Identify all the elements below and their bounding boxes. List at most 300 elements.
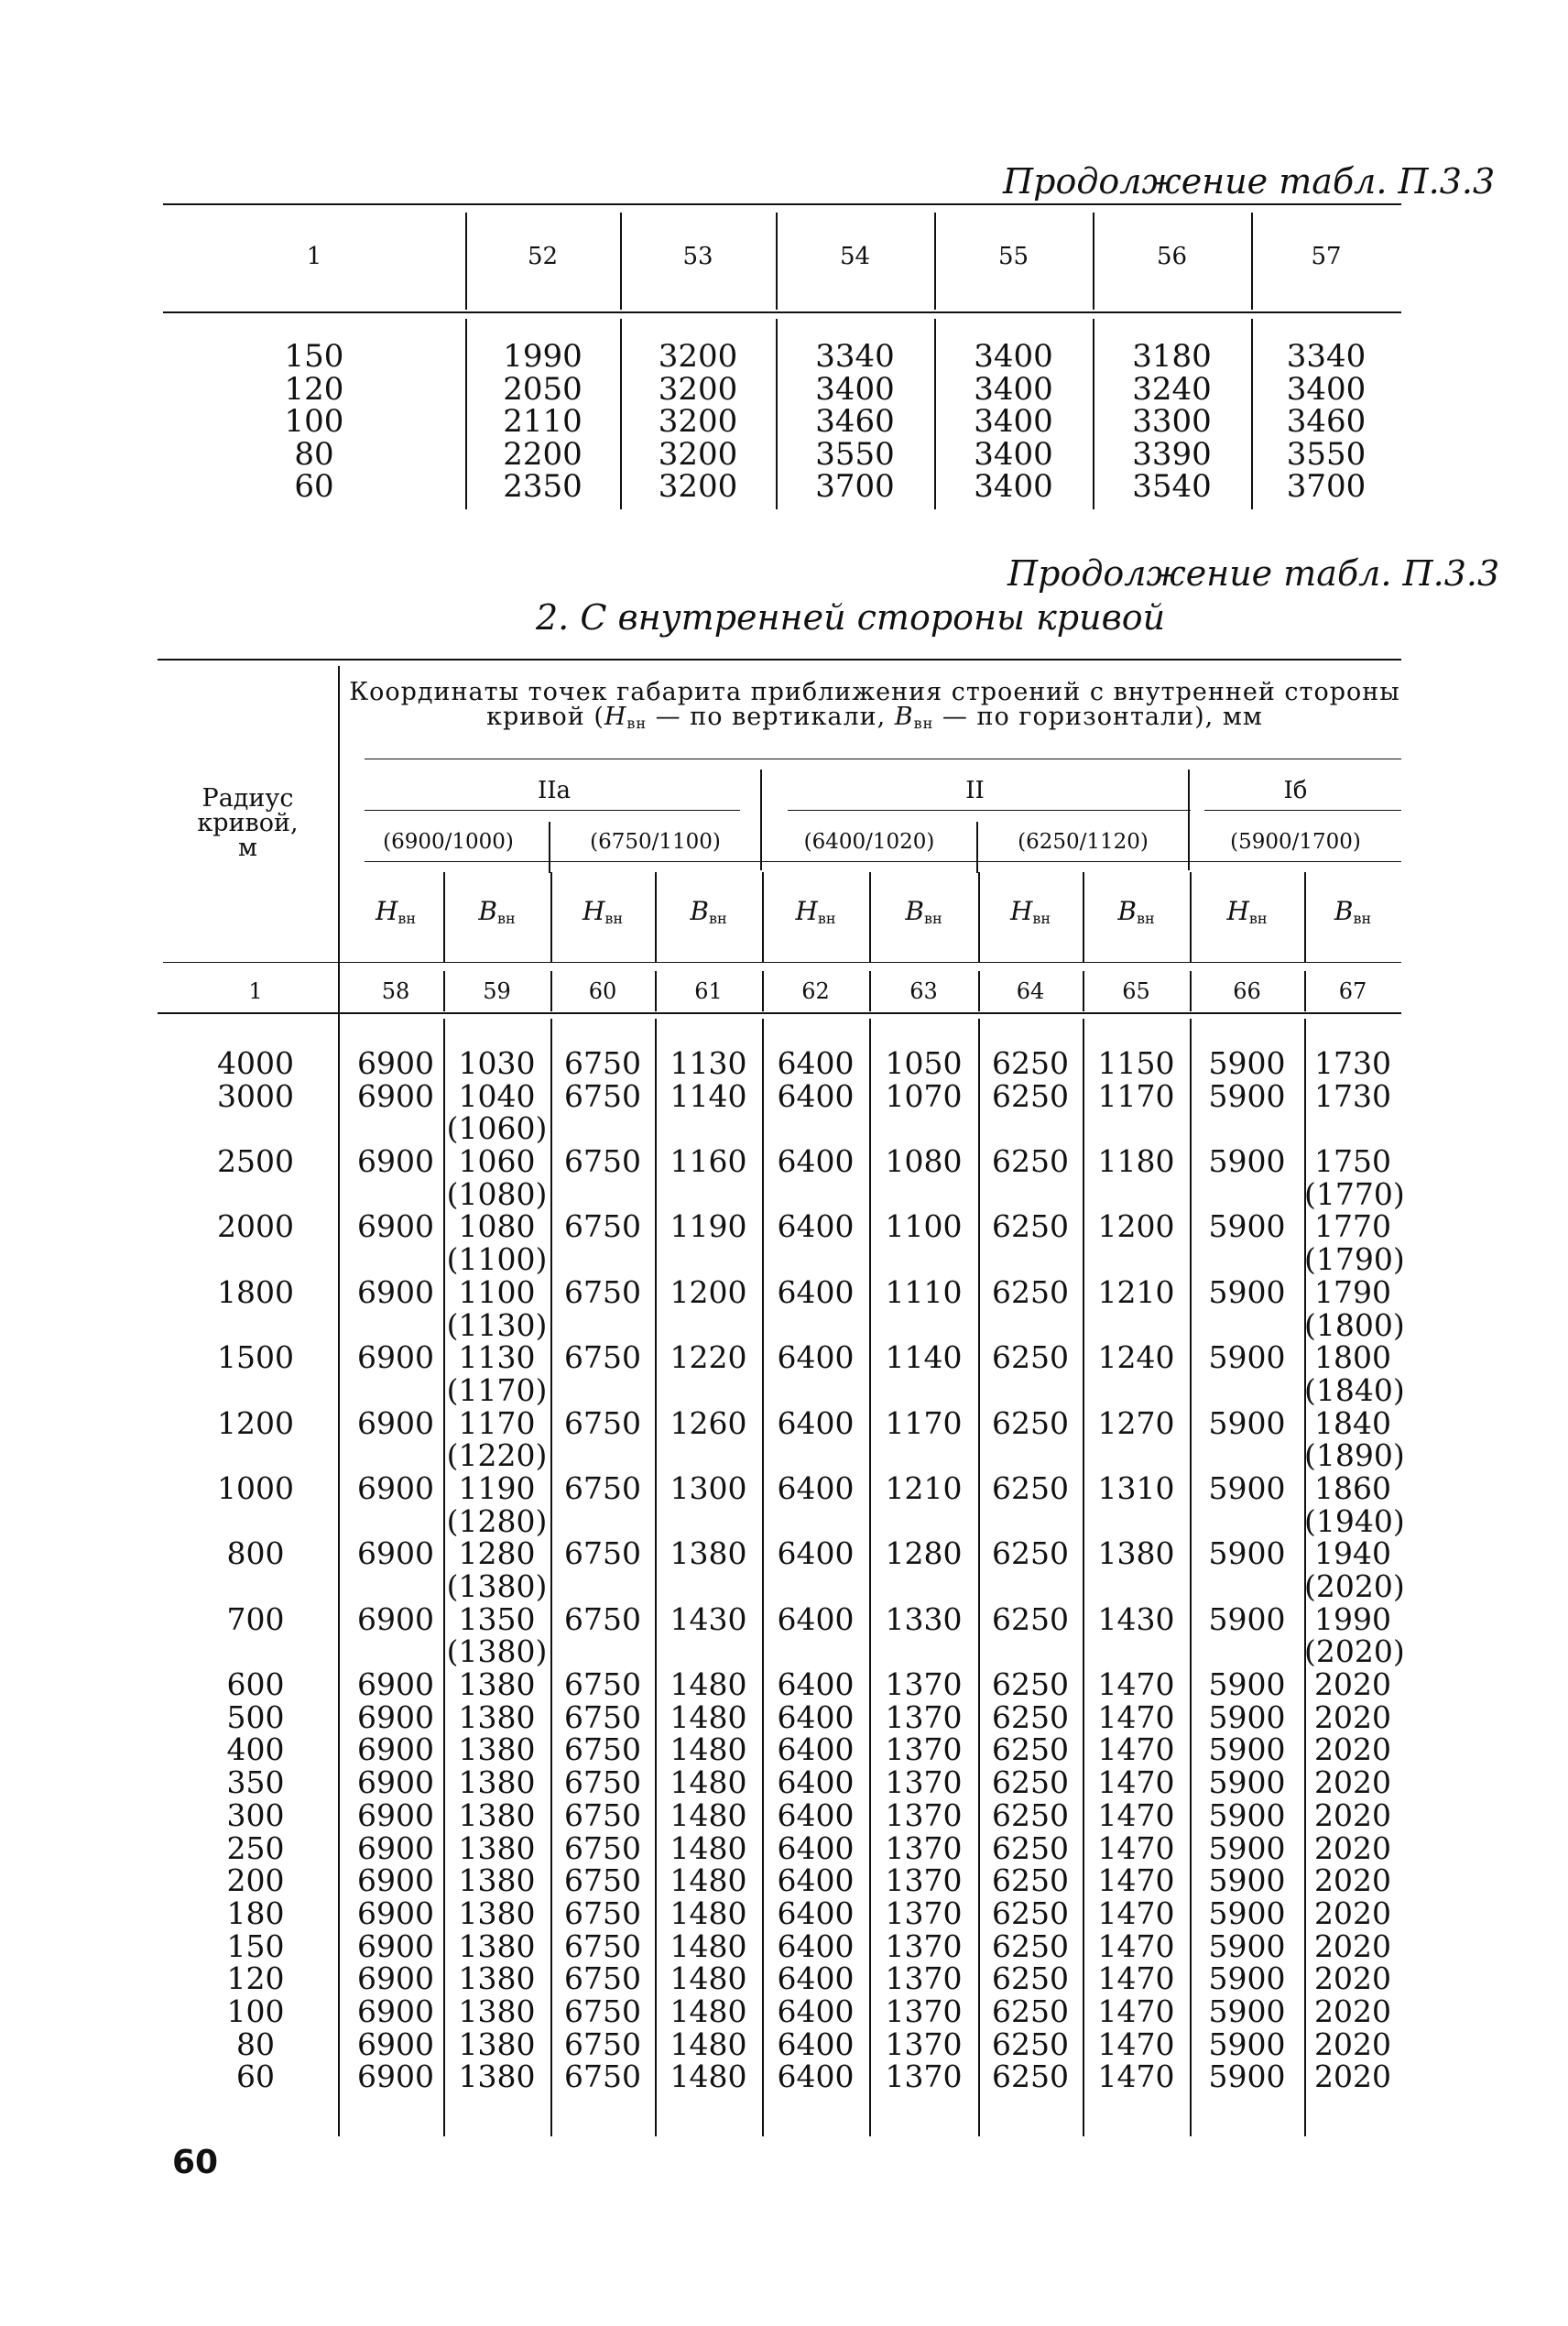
table2-cell: 1210: [1097, 1273, 1175, 1310]
table2-cell: 1200: [670, 1273, 747, 1310]
table2-cell: [1190, 1309, 1304, 1342]
table1-col-header: 57: [1311, 243, 1342, 270]
table1-cell: 3460: [1286, 403, 1367, 440]
table2-radius-cell: 300: [226, 1796, 285, 1833]
table2-cell: 1730: [1314, 1077, 1391, 1114]
table2-radius-cell: 1000: [217, 1469, 294, 1506]
table1-cell: 3400: [974, 338, 1053, 375]
table2-cell: (1800): [1304, 1306, 1405, 1343]
table2-radius-cell: [163, 1635, 348, 1668]
table2-title-line1: Координаты точек габарита приближения строений с внутренней стороны: [349, 678, 1400, 706]
table2-cell: 6900: [357, 1862, 434, 1899]
table1-cell: 3200: [658, 370, 738, 408]
table2-cell: 5900: [1208, 1993, 1286, 2029]
table2-cell: 6900: [357, 1535, 434, 1572]
table2-radius-cell: 2500: [217, 1143, 294, 1180]
table2-cell: 5900: [1208, 1208, 1286, 1245]
table1-radius-cell: 60: [294, 468, 334, 505]
table2-cell: (1220): [446, 1437, 548, 1474]
table2-cell: 1470: [1097, 1666, 1175, 1703]
table2-col-number: 65: [1122, 978, 1150, 1004]
table2-cell: [762, 1570, 869, 1603]
radius-label-1: Радиус: [201, 784, 294, 813]
table2-cell: 1170: [458, 1404, 536, 1441]
table2-cell: 1190: [670, 1208, 747, 1245]
table1-column: [465, 338, 620, 505]
h-vn-header: $H_{вн}$: [1009, 896, 1051, 927]
table2-cell: 6250: [992, 2026, 1069, 2062]
table2-cell: 6400: [777, 1535, 855, 1572]
table2-cell: 1370: [885, 1731, 963, 1768]
table2-cell: 1480: [670, 1731, 747, 1768]
table2-cell: 2020: [1314, 2058, 1391, 2095]
table2-caption: Продолжение табл. П.3.3: [1007, 553, 1500, 594]
table1-cell: 3540: [1132, 468, 1212, 505]
table2-radius-cell: [163, 1570, 348, 1603]
table2-cell: 1370: [885, 1796, 963, 1833]
group-IIa: IIа: [537, 777, 572, 804]
table2-cell: 6400: [777, 1666, 855, 1703]
table1-cell: 3400: [974, 403, 1053, 440]
table2-cell: 1180: [1097, 1143, 1175, 1180]
table2-cell: [978, 1178, 1083, 1211]
table2-cell: 6400: [777, 1895, 855, 1931]
table2-cell: [1083, 1309, 1190, 1342]
table2-cell: [550, 1178, 655, 1211]
table1-cell: 3400: [974, 435, 1053, 473]
table2-cell: 5900: [1208, 1535, 1286, 1572]
table2-cell: [655, 1570, 762, 1603]
table2-cell: 6900: [357, 1698, 434, 1735]
table2-cell: [1190, 1439, 1304, 1472]
table1-col-header: 54: [839, 243, 871, 270]
table1-cell: 3200: [658, 403, 738, 440]
table2-cell: [762, 1112, 869, 1145]
table2-cell: [762, 1243, 869, 1276]
table2-cell: 1110: [885, 1273, 963, 1310]
table2-cell: 5900: [1208, 1666, 1286, 1703]
table2-cell: 1280: [458, 1535, 536, 1572]
table2-cell: 6400: [777, 1273, 855, 1310]
table2-cell: 6750: [564, 1143, 641, 1180]
table2-cell: 6900: [357, 1666, 434, 1703]
table2-cell: 6750: [564, 1600, 641, 1637]
table2-cell: 6750: [564, 2058, 641, 2095]
table2-cell: [1190, 1505, 1304, 1538]
table2-cell: 1470: [1097, 2058, 1175, 2095]
table2-cell: 1470: [1097, 1927, 1175, 1964]
b-vn-header: $B_{вн}$: [690, 896, 727, 927]
table2-cell: 6750: [564, 1273, 641, 1310]
table2-cell: [869, 1439, 978, 1472]
radius-label-3: м: [237, 834, 257, 862]
table2-cell: 1480: [670, 1666, 747, 1703]
b-vn-header: $B_{вн}$: [478, 896, 516, 927]
table2-radius-cell: 700: [226, 1600, 285, 1637]
table2-cell: 1380: [458, 1862, 536, 1899]
table2-cell: [762, 1439, 869, 1472]
table2-radius-cell: 800: [226, 1535, 285, 1572]
table2-cell: 6250: [992, 1731, 1069, 1768]
table2-cell: 2020: [1314, 1698, 1391, 1735]
table2-cell: 1380: [458, 1895, 536, 1931]
table2-cell: 1380: [458, 1829, 536, 1866]
table2-cell: (1790): [1304, 1241, 1405, 1278]
table2-cell: 1380: [458, 1698, 536, 1735]
table2-cell: (1060): [446, 1110, 548, 1147]
table2-cell: 2020: [1314, 2026, 1391, 2062]
table2-cell: 1170: [1097, 1077, 1175, 1114]
table2-cell: (1770): [1304, 1175, 1405, 1212]
table2-cell: [655, 1374, 762, 1407]
table2-col-number: 1: [248, 978, 263, 1004]
table2-cell: 6400: [777, 1993, 855, 2029]
table1-cell: 3400: [974, 370, 1053, 408]
table2-cell: 1480: [670, 2058, 747, 2095]
table2-cell: 6750: [564, 1895, 641, 1931]
table2-cell: 1280: [885, 1535, 963, 1572]
table2-cell: 6400: [777, 1469, 855, 1506]
table2-cell: 1370: [885, 1960, 963, 1997]
table2-col-number: 60: [588, 978, 617, 1004]
table2-cell: 1160: [670, 1143, 747, 1180]
table2-cell: 1380: [458, 1764, 536, 1801]
table2-cell: 1940: [1314, 1535, 1391, 1572]
table2-cell: [1190, 1570, 1304, 1603]
table2-cell: 1370: [885, 1829, 963, 1866]
table2-cell: 1370: [885, 1993, 963, 2029]
table2-cell: 1370: [885, 2058, 963, 2095]
table2-cell: 2020: [1314, 1993, 1391, 2029]
b-vn-header: $B_{вн}$: [1334, 896, 1372, 927]
table2-cell: 6900: [357, 1143, 434, 1180]
table2-cell: 1370: [885, 1764, 963, 1801]
table2-cell: [1083, 1635, 1190, 1668]
table1-col-header: 55: [997, 243, 1029, 270]
table2-cell: [869, 1178, 978, 1211]
table2-cell: [762, 1178, 869, 1211]
table2-column: [1083, 1047, 1190, 2093]
table2-cell: 6250: [992, 1666, 1069, 1703]
table2-cell: 1470: [1097, 1698, 1175, 1735]
table2-cell: 1470: [1097, 1764, 1175, 1801]
table2-cell: 6900: [357, 1796, 434, 1833]
table2-cell: 6250: [992, 1404, 1069, 1441]
table1-cell: 3240: [1132, 370, 1212, 408]
table2-cell: [869, 1243, 978, 1276]
table2-radius-cell: 400: [226, 1731, 285, 1768]
table2-cell: [978, 1635, 1083, 1668]
table2-cell: 1730: [1314, 1045, 1391, 1081]
table2-cell: [348, 1243, 443, 1276]
table2-cell: 1070: [885, 1077, 963, 1114]
table2-cell: 6750: [564, 1796, 641, 1833]
table2-cell: 1370: [885, 1862, 963, 1899]
table2-cell: 5900: [1208, 1796, 1286, 1833]
table2-cell: 6900: [357, 1077, 434, 1114]
table2-cell: [1190, 1178, 1304, 1211]
table2-cell: [550, 1439, 655, 1472]
table1-cell: 3550: [1286, 435, 1367, 473]
table1-cell: 3400: [974, 468, 1053, 505]
page-number: 60: [172, 2144, 219, 2181]
table2-top-rule: [158, 659, 1401, 661]
table2-cell: 6900: [357, 2058, 434, 2095]
table2-cell: 2020: [1314, 1895, 1391, 1931]
table2-cell: [869, 1635, 978, 1668]
table2-cell: 6400: [777, 1731, 855, 1768]
table2-radius-cell: [163, 1112, 348, 1145]
table2-cell: 6750: [564, 1077, 641, 1114]
group-Ib: Iб: [1283, 777, 1308, 804]
table2-cell: 5900: [1208, 1829, 1286, 1866]
subgroup-2: (6750/1100): [590, 830, 721, 854]
table1-column: [620, 338, 776, 505]
table1-cell: 1990: [503, 338, 583, 375]
table2-col-number: 63: [909, 978, 938, 1004]
table1-cell: 3300: [1132, 403, 1212, 440]
table2-cell: 1370: [885, 1698, 963, 1735]
table2-cell: 5900: [1208, 1143, 1286, 1180]
table2-cell: 1380: [1097, 1535, 1175, 1572]
table2-cell: [550, 1505, 655, 1538]
table1-cell: 3200: [658, 468, 738, 505]
table2-cell: [550, 1309, 655, 1342]
table2-radius-cell: 120: [226, 1960, 285, 1997]
table2-cell: 1370: [885, 1666, 963, 1703]
table2-cell: 5900: [1208, 1077, 1286, 1114]
table2-col-number: 59: [483, 978, 511, 1004]
table2-cell: [869, 1374, 978, 1407]
radius-label-2: кривой,: [197, 809, 299, 837]
table2-radius-cell: 200: [226, 1862, 285, 1899]
table2-cell: 1140: [885, 1339, 963, 1376]
table2-radius-cell: [163, 1178, 348, 1211]
table2-cell: 6750: [564, 1208, 641, 1245]
table2-cell: 1380: [458, 1796, 536, 1833]
table1-column: [776, 338, 934, 505]
table2-cell: 1210: [885, 1469, 963, 1506]
table2-cell: 2020: [1314, 1960, 1391, 1997]
table2-cell: [348, 1178, 443, 1211]
table2-cell: 1380: [458, 1927, 536, 1964]
table2-cell: (1100): [446, 1241, 548, 1278]
table2-radius-cell: 1500: [217, 1339, 294, 1376]
table2-cell: 5900: [1208, 1960, 1286, 1997]
table2-cell: 2020: [1314, 1829, 1391, 1866]
table2-cell: 6750: [564, 1469, 641, 1506]
table2-cell: 1350: [458, 1600, 536, 1637]
table2-cell: [762, 1309, 869, 1342]
h-vn-header: $H_{вн}$: [375, 896, 417, 927]
table2-cell: 1080: [885, 1143, 963, 1180]
table2-cell: 5900: [1208, 1600, 1286, 1637]
table2-cell: (2020): [1304, 1633, 1405, 1670]
table2-cell: 6400: [777, 1339, 855, 1376]
table2-cell: 2020: [1314, 1796, 1391, 1833]
table2-radius-cell: 100: [226, 1993, 285, 2029]
table2-cell: [655, 1112, 762, 1145]
table2-column: [348, 1047, 443, 2093]
table2-radius-cell: 4000: [217, 1045, 294, 1081]
table2-cell: 6400: [777, 1045, 855, 1081]
table2-cell: [978, 1505, 1083, 1538]
table2-cell: 6400: [777, 1404, 855, 1441]
table1-cell: 2200: [503, 435, 583, 473]
table2-radius-cell: [163, 1439, 348, 1472]
table2-cell: [348, 1112, 443, 1145]
table2-cell: 1220: [670, 1339, 747, 1376]
table2-cell: 6900: [357, 2026, 434, 2062]
table1-column: [163, 338, 465, 505]
table2-cell: 6750: [564, 1829, 641, 1866]
table2-cell: 1030: [458, 1045, 536, 1081]
table2-cell: 6250: [992, 1829, 1069, 1866]
table2-cell: 1190: [458, 1469, 536, 1506]
table2-cell: 1480: [670, 1698, 747, 1735]
table2-cell: 2020: [1314, 1764, 1391, 1801]
table1-column: [1093, 338, 1251, 505]
table2-cell: 1800: [1314, 1339, 1391, 1376]
table2-cell: 1310: [1097, 1469, 1175, 1506]
table1-top-rule: [163, 203, 1401, 205]
table2-col-number: 66: [1233, 978, 1261, 1004]
table1-cell: 2050: [503, 370, 583, 408]
table2-radius-cell: 60: [236, 2058, 275, 2095]
table2-column: [655, 1047, 762, 2093]
table2-cell: 6250: [992, 1469, 1069, 1506]
table2-cell: (1940): [1304, 1502, 1405, 1539]
table2-cell: 5900: [1208, 1731, 1286, 1768]
subgroup-4: (6250/1120): [1018, 830, 1149, 854]
table2-cell: 6250: [992, 1895, 1069, 1931]
table1-cell: 3400: [815, 370, 895, 408]
table2-cell: 1430: [670, 1600, 747, 1637]
table2-cell: 1380: [458, 1960, 536, 1997]
table2-cell: 6900: [357, 1273, 434, 1310]
table1-caption: Продолжение табл. П.3.3: [1003, 161, 1496, 202]
table2-cell: 1480: [670, 1895, 747, 1931]
table2-cell: 5900: [1208, 1339, 1286, 1376]
table2-cell: 6250: [992, 1796, 1069, 1833]
table2-cell: [550, 1374, 655, 1407]
table2-cell: 6750: [564, 1764, 641, 1801]
table2-cell: [1190, 1112, 1304, 1145]
table2-cell: 6900: [357, 1404, 434, 1441]
table2-cell: 6250: [992, 1600, 1069, 1637]
table2-subtitle: 2. С внутренней стороны кривой: [536, 597, 1166, 638]
table2-cell: 6900: [357, 1731, 434, 1768]
table2-cell: 1470: [1097, 1993, 1175, 2029]
table2-cell: 6750: [564, 2026, 641, 2062]
table2-cell: 6250: [992, 1208, 1069, 1245]
table2-cell: [655, 1309, 762, 1342]
table2-column: [550, 1047, 655, 2093]
table2-cell: 1470: [1097, 1796, 1175, 1833]
table2-radius-cell: [163, 1505, 348, 1538]
table1-col-header: 52: [527, 243, 559, 270]
table2-radius-cell: 350: [226, 1764, 285, 1801]
table2-cell: (1170): [446, 1371, 548, 1408]
table2-cell: [1190, 1374, 1304, 1407]
table2-cell: 6400: [777, 2058, 855, 2095]
table2-cell: 1470: [1097, 1960, 1175, 1997]
table1-column: [934, 338, 1093, 505]
table1-cell: 3700: [1286, 468, 1367, 505]
table2-cell: 6750: [564, 1535, 641, 1572]
table2-column: [1304, 1045, 1405, 2095]
table2-cell: 6750: [564, 1698, 641, 1735]
table2-cell: (2020): [1304, 1568, 1405, 1604]
table2-cell: 6400: [777, 1960, 855, 1997]
table2-cell: 6250: [992, 1535, 1069, 1572]
table2-col-number: 61: [694, 978, 723, 1004]
table2-cell: [869, 1112, 978, 1145]
table2-cell: 6900: [357, 1339, 434, 1376]
table2-cell: 6400: [777, 1143, 855, 1180]
table2-cell: 6750: [564, 1339, 641, 1376]
table2-cell: 1470: [1097, 1895, 1175, 1931]
table2-cell: 6900: [357, 1600, 434, 1637]
radius-header: [163, 786, 332, 860]
table2-cell: [348, 1505, 443, 1538]
table2-cell: 1080: [458, 1208, 536, 1245]
b-vn-header: $B_{вн}$: [905, 896, 942, 927]
table2-cell: 1480: [670, 1796, 747, 1833]
table2-cell: 1480: [670, 1927, 747, 1964]
table2-cell: [348, 1309, 443, 1342]
table2-cell: [1304, 1112, 1401, 1145]
table2-cell: 5900: [1208, 1895, 1286, 1931]
table2-cell: 5900: [1208, 1764, 1286, 1801]
table2-cell: 1470: [1097, 1829, 1175, 1866]
table2-cell: (1080): [446, 1175, 548, 1212]
table2-cell: 6250: [992, 1339, 1069, 1376]
table2-cell: 6750: [564, 1045, 641, 1081]
h-vn-header: $H_{вн}$: [1226, 896, 1268, 927]
table2-radius-cell: 180: [226, 1895, 285, 1931]
table2-cell: 1240: [1097, 1339, 1175, 1376]
table2-cell: [348, 1635, 443, 1668]
group-rule-II: [788, 810, 1191, 811]
table2-cell: 1050: [885, 1045, 963, 1081]
table2-cell: 6250: [992, 1993, 1069, 2029]
table2-column: [163, 1047, 348, 2093]
table2-cell: [762, 1374, 869, 1407]
table2-cell: [655, 1178, 762, 1211]
table2-cell: [762, 1505, 869, 1538]
table2-cell: [348, 1374, 443, 1407]
table2-cell: 6750: [564, 1927, 641, 1964]
table1-cell: 3400: [1286, 370, 1367, 408]
table1-cell: 3460: [815, 403, 895, 440]
table2-cell: 2020: [1314, 1862, 1391, 1899]
table1-cell: 3200: [658, 338, 738, 375]
table2-radius-cell: [163, 1374, 348, 1407]
subgroup-1: (6900/1000): [383, 830, 514, 854]
table2-title-line2: кривой ($H_{вн}$ — по вертикали, $B_{вн}$ — по горизонтали), мм: [486, 703, 1263, 732]
table2-cell: [1083, 1243, 1190, 1276]
table2-cell: 1480: [670, 1993, 747, 2029]
table2-col-number: 64: [1016, 978, 1045, 1004]
table1-cell: 3180: [1132, 338, 1212, 375]
table2-cell: [1083, 1178, 1190, 1211]
table1-cell: 3340: [815, 338, 895, 375]
table2-cell: 6900: [357, 1469, 434, 1506]
subgroup-rule: [365, 861, 1401, 862]
table2-cell: [655, 1505, 762, 1538]
table2-radius-cell: 150: [226, 1927, 285, 1964]
